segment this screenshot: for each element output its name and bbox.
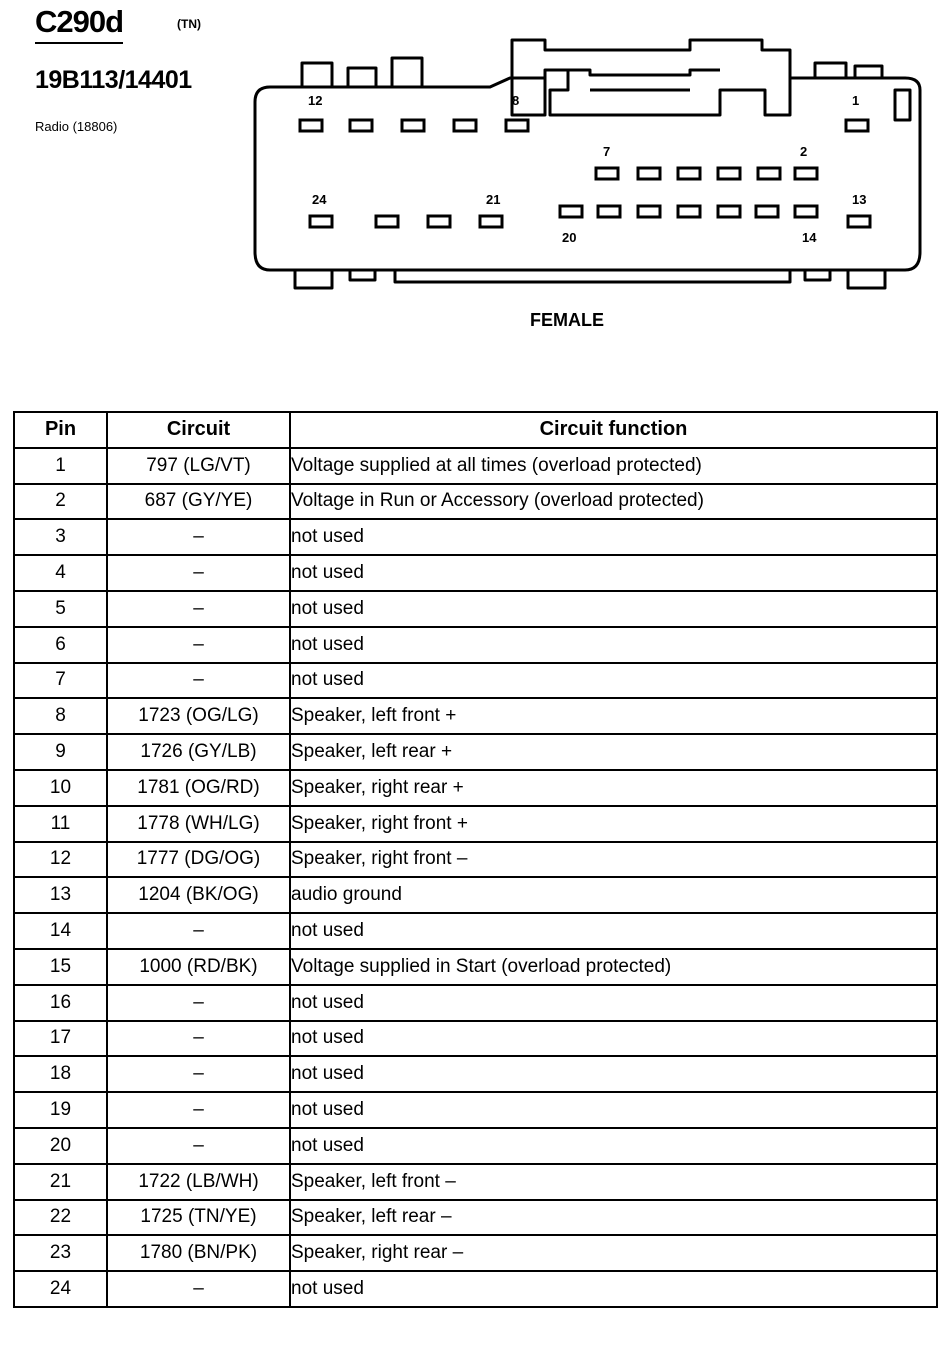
column-header-circuit: Circuit — [107, 412, 290, 448]
circuit-cell: 1780 (BN/PK) — [107, 1235, 290, 1271]
circuit-cell: – — [107, 985, 290, 1021]
pinout-table — [13, 411, 938, 1308]
pin-cavity — [310, 216, 332, 227]
table-row — [14, 448, 937, 484]
pin-number-cell: 9 — [14, 734, 107, 770]
pin-cavity — [718, 168, 740, 179]
table-row — [14, 842, 937, 878]
pin-number-cell: 22 — [14, 1200, 107, 1236]
pin-number-cell: 7 — [14, 663, 107, 699]
table-row — [14, 484, 937, 520]
pin-number-cell: 15 — [14, 949, 107, 985]
circuit-cell: 1777 (DG/OG) — [107, 842, 290, 878]
circuit-function-cell: not used — [290, 591, 937, 627]
column-header-pin: Pin — [14, 412, 107, 448]
circuit-cell: 797 (LG/VT) — [107, 448, 290, 484]
table-row — [14, 770, 937, 806]
circuit-cell: – — [107, 663, 290, 699]
pin-label: 14 — [802, 230, 817, 245]
table-row — [14, 1235, 937, 1271]
circuit-cell: 1000 (RD/BK) — [107, 949, 290, 985]
pin-cavity — [795, 206, 817, 217]
circuit-function-cell: Speaker, left front + — [290, 698, 937, 734]
pin-label: 20 — [562, 230, 577, 245]
circuit-cell: 1723 (OG/LG) — [107, 698, 290, 734]
table-row — [14, 1164, 937, 1200]
pin-cavity — [598, 206, 620, 217]
table-row — [14, 1128, 937, 1164]
pin-number-cell: 16 — [14, 985, 107, 1021]
table-row — [14, 1056, 937, 1092]
table-row — [14, 1200, 937, 1236]
connector-face-diagram — [250, 30, 930, 300]
table-row — [14, 555, 937, 591]
table-row — [14, 519, 937, 555]
pin-cavity — [560, 206, 582, 217]
pinout-table-body — [14, 448, 937, 1307]
circuit-cell: – — [107, 1271, 290, 1307]
circuit-function-cell: not used — [290, 627, 937, 663]
pin-number-cell: 3 — [14, 519, 107, 555]
pin-label: 7 — [603, 144, 611, 159]
circuit-cell: 687 (GY/YE) — [107, 484, 290, 520]
pin-number-cell: 6 — [14, 627, 107, 663]
pin-number-cell: 1 — [14, 448, 107, 484]
pin-cavity — [758, 168, 780, 179]
pin-label: 13 — [852, 192, 867, 207]
pin-cavity — [638, 206, 660, 217]
pin-number-cell: 23 — [14, 1235, 107, 1271]
circuit-cell: – — [107, 627, 290, 663]
circuit-function-cell: Speaker, left rear + — [290, 734, 937, 770]
pin-number-cell: 14 — [14, 913, 107, 949]
circuit-cell: – — [107, 1021, 290, 1057]
circuit-cell: 1722 (LB/WH) — [107, 1164, 290, 1200]
circuit-function-cell: Speaker, right front + — [290, 806, 937, 842]
pin-cavity — [454, 120, 476, 131]
pin-number-cell: 20 — [14, 1128, 107, 1164]
table-row — [14, 913, 937, 949]
pin-cavity — [848, 216, 870, 227]
pin-number-cell: 13 — [14, 877, 107, 913]
table-row — [14, 1021, 937, 1057]
table-row — [14, 877, 937, 913]
component-name: Radio (18806) — [35, 119, 118, 134]
pin-cavity — [300, 120, 322, 131]
circuit-cell: – — [107, 555, 290, 591]
circuit-cell: 1725 (TN/YE) — [107, 1200, 290, 1236]
table-row — [14, 1271, 937, 1307]
circuit-function-cell: not used — [290, 519, 937, 555]
circuit-function-cell: not used — [290, 985, 937, 1021]
circuit-function-cell: not used — [290, 1021, 937, 1057]
circuit-function-cell: Speaker, left rear – — [290, 1200, 937, 1236]
pin-number-cell: 4 — [14, 555, 107, 591]
circuit-cell: – — [107, 591, 290, 627]
circuit-function-cell: audio ground — [290, 877, 937, 913]
pin-cavity — [506, 120, 528, 131]
circuit-function-cell: Speaker, right front – — [290, 842, 937, 878]
pin-number-cell: 2 — [14, 484, 107, 520]
circuit-function-cell: not used — [290, 663, 937, 699]
pin-number-cell: 12 — [14, 842, 107, 878]
pin-number-cell: 11 — [14, 806, 107, 842]
connector-header — [35, 4, 201, 44]
pin-cavity — [428, 216, 450, 227]
pin-label: 12 — [308, 93, 323, 108]
pin-cavity — [596, 168, 618, 179]
pin-cavity — [638, 168, 660, 179]
circuit-function-cell: Voltage supplied in Start (overload protected) — [290, 949, 937, 985]
circuit-cell: – — [107, 519, 290, 555]
circuit-function-cell: not used — [290, 1056, 937, 1092]
table-row — [14, 591, 937, 627]
pin-number-cell: 21 — [14, 1164, 107, 1200]
circuit-function-cell: not used — [290, 1092, 937, 1128]
pin-label: 21 — [486, 192, 501, 207]
table-row — [14, 1092, 937, 1128]
circuit-cell: 1781 (OG/RD) — [107, 770, 290, 806]
pin-cavity — [350, 120, 372, 131]
circuit-function-cell: Speaker, right rear – — [290, 1235, 937, 1271]
pin-cavity — [718, 206, 740, 217]
pin-number-cell: 24 — [14, 1271, 107, 1307]
table-row — [14, 806, 937, 842]
table-row — [14, 985, 937, 1021]
pin-label: 2 — [800, 144, 808, 159]
pin-number-cell: 18 — [14, 1056, 107, 1092]
pin-number-cell: 19 — [14, 1092, 107, 1128]
circuit-cell: 1778 (WH/LG) — [107, 806, 290, 842]
pin-cavity — [480, 216, 502, 227]
circuit-cell: – — [107, 1056, 290, 1092]
circuit-function-cell: Speaker, left front – — [290, 1164, 937, 1200]
table-row — [14, 949, 937, 985]
pin-number-cell: 17 — [14, 1021, 107, 1057]
circuit-function-cell: Speaker, right rear + — [290, 770, 937, 806]
circuit-function-cell: not used — [290, 555, 937, 591]
pin-label: 8 — [512, 93, 520, 108]
circuit-function-cell: Voltage supplied at all times (overload protected) — [290, 448, 937, 484]
table-row — [14, 734, 937, 770]
pin-label: 1 — [852, 93, 860, 108]
circuit-function-cell: not used — [290, 913, 937, 949]
part-number: 19B113/14401 — [35, 66, 192, 94]
circuit-function-cell: Voltage in Run or Accessory (overload protected) — [290, 484, 937, 520]
circuit-cell: – — [107, 1092, 290, 1128]
circuit-function-cell: not used — [290, 1271, 937, 1307]
circuit-function-cell: not used — [290, 1128, 937, 1164]
pin-cavity — [795, 168, 817, 179]
pin-cavity — [678, 168, 700, 179]
connector-gender-label: FEMALE — [530, 310, 604, 330]
pin-number-cell: 5 — [14, 591, 107, 627]
table-row — [14, 627, 937, 663]
table-header-row — [14, 412, 937, 448]
circuit-cell: – — [107, 1128, 290, 1164]
pin-cavity — [376, 216, 398, 227]
pin-label: 24 — [312, 192, 327, 207]
column-header-function: Circuit function — [290, 412, 937, 448]
pin-cavity — [678, 206, 700, 217]
circuit-cell: 1204 (BK/OG) — [107, 877, 290, 913]
pin-cavity — [756, 206, 778, 217]
table-row — [14, 663, 937, 699]
table-row — [14, 698, 937, 734]
connector-id: C290d — [35, 4, 123, 44]
circuit-cell: 1726 (GY/LB) — [107, 734, 290, 770]
connector-housing — [255, 78, 920, 270]
pin-cavity — [402, 120, 424, 131]
pin-number-cell: 10 — [14, 770, 107, 806]
pin-number-cell: 8 — [14, 698, 107, 734]
circuit-cell: – — [107, 913, 290, 949]
connector-color-code: (TN) — [177, 17, 201, 31]
pin-cavity — [846, 120, 868, 131]
